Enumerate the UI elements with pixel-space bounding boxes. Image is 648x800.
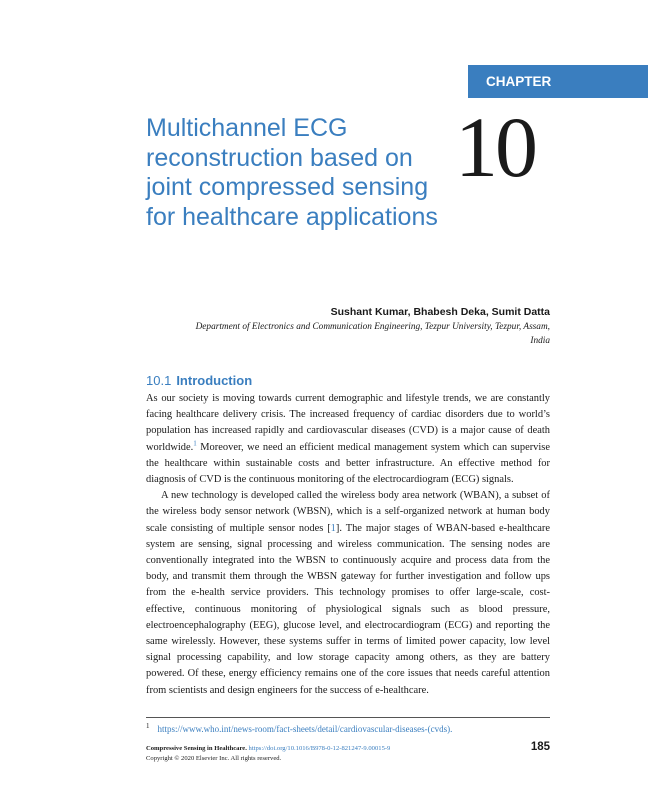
section-number: 10.1 [146,373,172,388]
body-text [146,391,550,699]
footnote-reference[interactable]: 1 [193,439,197,448]
footnote-url-link[interactable]: https://www.who.int/news-room/fact-sheets/detail/cardiovascular-diseases-(cvds). [157,724,453,734]
citation-link[interactable]: 1 [330,522,336,534]
page-footer [146,744,550,764]
section-heading [146,373,252,389]
paragraph: A new technology is developed called the wireless body area network (WBAN), a subset of the wireless body sensor network (WBSN), which is a self-organized network at human body scale consisting of multiple sensor nodes [1]. The major stages of WBAN-based e-healthcare system are sensing, signal processing and wireless communication. The sensing nodes are conventionally integrated into the WBSN to continuously acquire and process data from the body, and transmit them through the WBSN gateway for further investigation and follow ups from the e-health service providers. This technology promises to offer large-scale, cost-effective, continuous monitoring of physiological signals such as blood pressure, electroencephalography (EEG), glucose level, and electrocardiogram (ECG) and reporting the same wirelessly. However, these systems suffer in terms of limited power capacity, low level signal processing capability, and low storage capacity among others, as they are battery powered. Of these, energy efficiency remains one of the core issues that needs careful attention from scientists and design engineers for the success of e-healthcare. [146,490,550,696]
chapter-label-tab: CHAPTER [468,65,648,98]
footnote [146,720,452,735]
copyright-notice: Copyright © 2020 Elsevier Inc. All rights reserved. [146,755,282,762]
page-number: 185 [530,741,550,753]
chapter-title: Multichannel ECG reconstruction based on joint compressed sensing for healthcare applications [146,114,438,231]
footnote-divider [146,717,550,718]
doi-link[interactable]: https://doi.org/10.1016/B978-0-12-821247-9.00015-9 [248,745,391,752]
paragraph: As our society is moving towards current demographic and lifestyle trends, we are constantly facing healthcare delivery crisis. The increased frequency of cardiac disorders due to world’s population has increased rapidly and cardiovascular diseases (CVD) is a major cause of death worldwide.$^1$ Moreover, we need an efficient medical management system which can supervise the healthcare within sustainable costs and better infrastructure. An effective method for diagnosis of CVD is the continuous monitoring of the electrocardiogram (ECG) signals. [146,393,550,486]
footnote-mark: 1 [146,722,150,730]
chapter-number: 10 [455,99,535,195]
book-title: Compressive Sensing in Healthcare. [146,745,247,752]
section-title: Introduction [176,373,253,388]
author-affiliation: Department of Electronics and Communication Engineering, Tezpur University, Tezpur, Assam, India [195,322,550,346]
author-list: Sushant Kumar, Bhabesh Deka, Sumit Datta [330,306,550,318]
